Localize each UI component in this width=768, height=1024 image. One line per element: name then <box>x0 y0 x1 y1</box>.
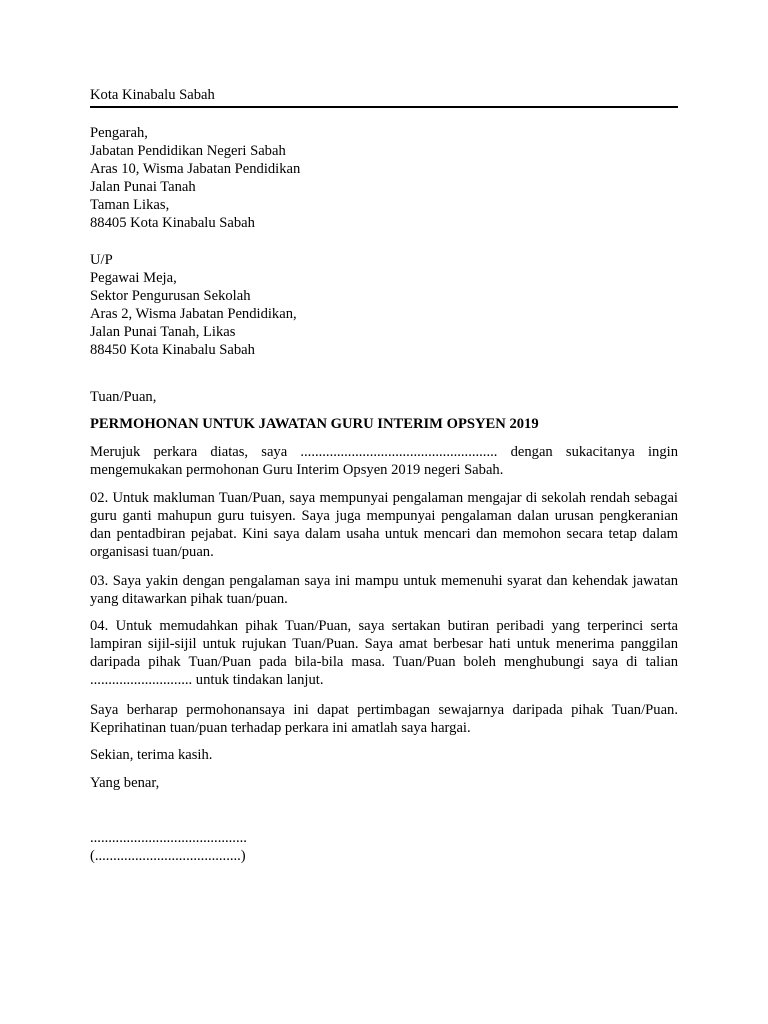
closing-remark: Sekian, terima kasih. <box>90 747 213 763</box>
recipient-line: 88405 Kota Kinabalu Sabah <box>90 215 255 231</box>
attention-line: U/P <box>90 252 113 268</box>
recipient-line: Jalan Punai Tanah <box>90 179 196 195</box>
salutation: Tuan/Puan, <box>90 389 157 405</box>
recipient-line: Pengarah, <box>90 125 148 141</box>
paragraph-03: 03. Saya yakin dengan pengalaman saya ini mampu untuk memenuhi syarat dan kehendak jawatan yang ditawarkan pihak tuan/puan. <box>90 573 678 607</box>
header-divider <box>90 106 678 108</box>
attention-line: 88450 Kota Kinabalu Sabah <box>90 342 255 358</box>
recipient-line: Taman Likas, <box>90 197 170 213</box>
attention-line: Sektor Pengurusan Sekolah <box>90 288 251 304</box>
letter-subject: PERMOHONAN UNTUK JAWATAN GURU INTERIM OPSYEN 2019 <box>90 416 539 432</box>
paragraph-04: 04. Untuk memudahkan pihak Tuan/Puan, saya sertakan butiran peribadi yang terperinci serta lampiran sijil-sijil untuk rujukan Tuan/Puan. Saya amat berbesar hati untuk menerima panggilan daripada pihak Tuan/Puan pada bila-bila masa. Tuan/Puan boleh menghubungi saya di talian ............................ untuk tindakan lanjut. <box>90 618 678 688</box>
recipient-line: Jabatan Pendidikan Negeri Sabah <box>90 143 286 159</box>
attention-line: Jalan Punai Tanah, Likas <box>90 324 236 340</box>
recipient-address <box>90 124 678 232</box>
paragraph-closing: Saya berharap permohonansaya ini dapat pertimbagan sewajarnya daripada pihak Tuan/Puan. Keprihatinan tuan/puan terhadap perkara ini amatlah saya hargai. <box>90 702 678 736</box>
sign-off: Yang benar, <box>90 775 160 791</box>
letter-header-place: Kota Kinabalu Sabah <box>90 87 215 103</box>
attention-address <box>90 251 678 359</box>
paragraph-intro: Merujuk perkara diatas, saya ...................................................... dengan sukacitanya ingin mengemukakan permohonan Guru Interim Opsyen 2019 negeri Sabah. <box>90 444 678 478</box>
signature-line: ........................................... <box>90 830 247 846</box>
paragraph-02: 02. Untuk makluman Tuan/Puan, saya mempunyai pengalaman mengajar di sekolah rendah sebagai guru ganti mahupun guru tuisyen. Saya juga mempunyai pengalaman dalan urusan pengkeranian dan pentadbiran pejabat. Kini saya dalam usaha untuk mencari dan memohon secara tetap dalam organisasi tuan/puan. <box>90 490 678 560</box>
attention-line: Pegawai Meja, <box>90 270 177 286</box>
signatory-name-line: (........................................) <box>90 848 246 864</box>
recipient-line: Aras 10, Wisma Jabatan Pendidikan <box>90 161 301 177</box>
attention-line: Aras 2, Wisma Jabatan Pendidikan, <box>90 306 297 322</box>
